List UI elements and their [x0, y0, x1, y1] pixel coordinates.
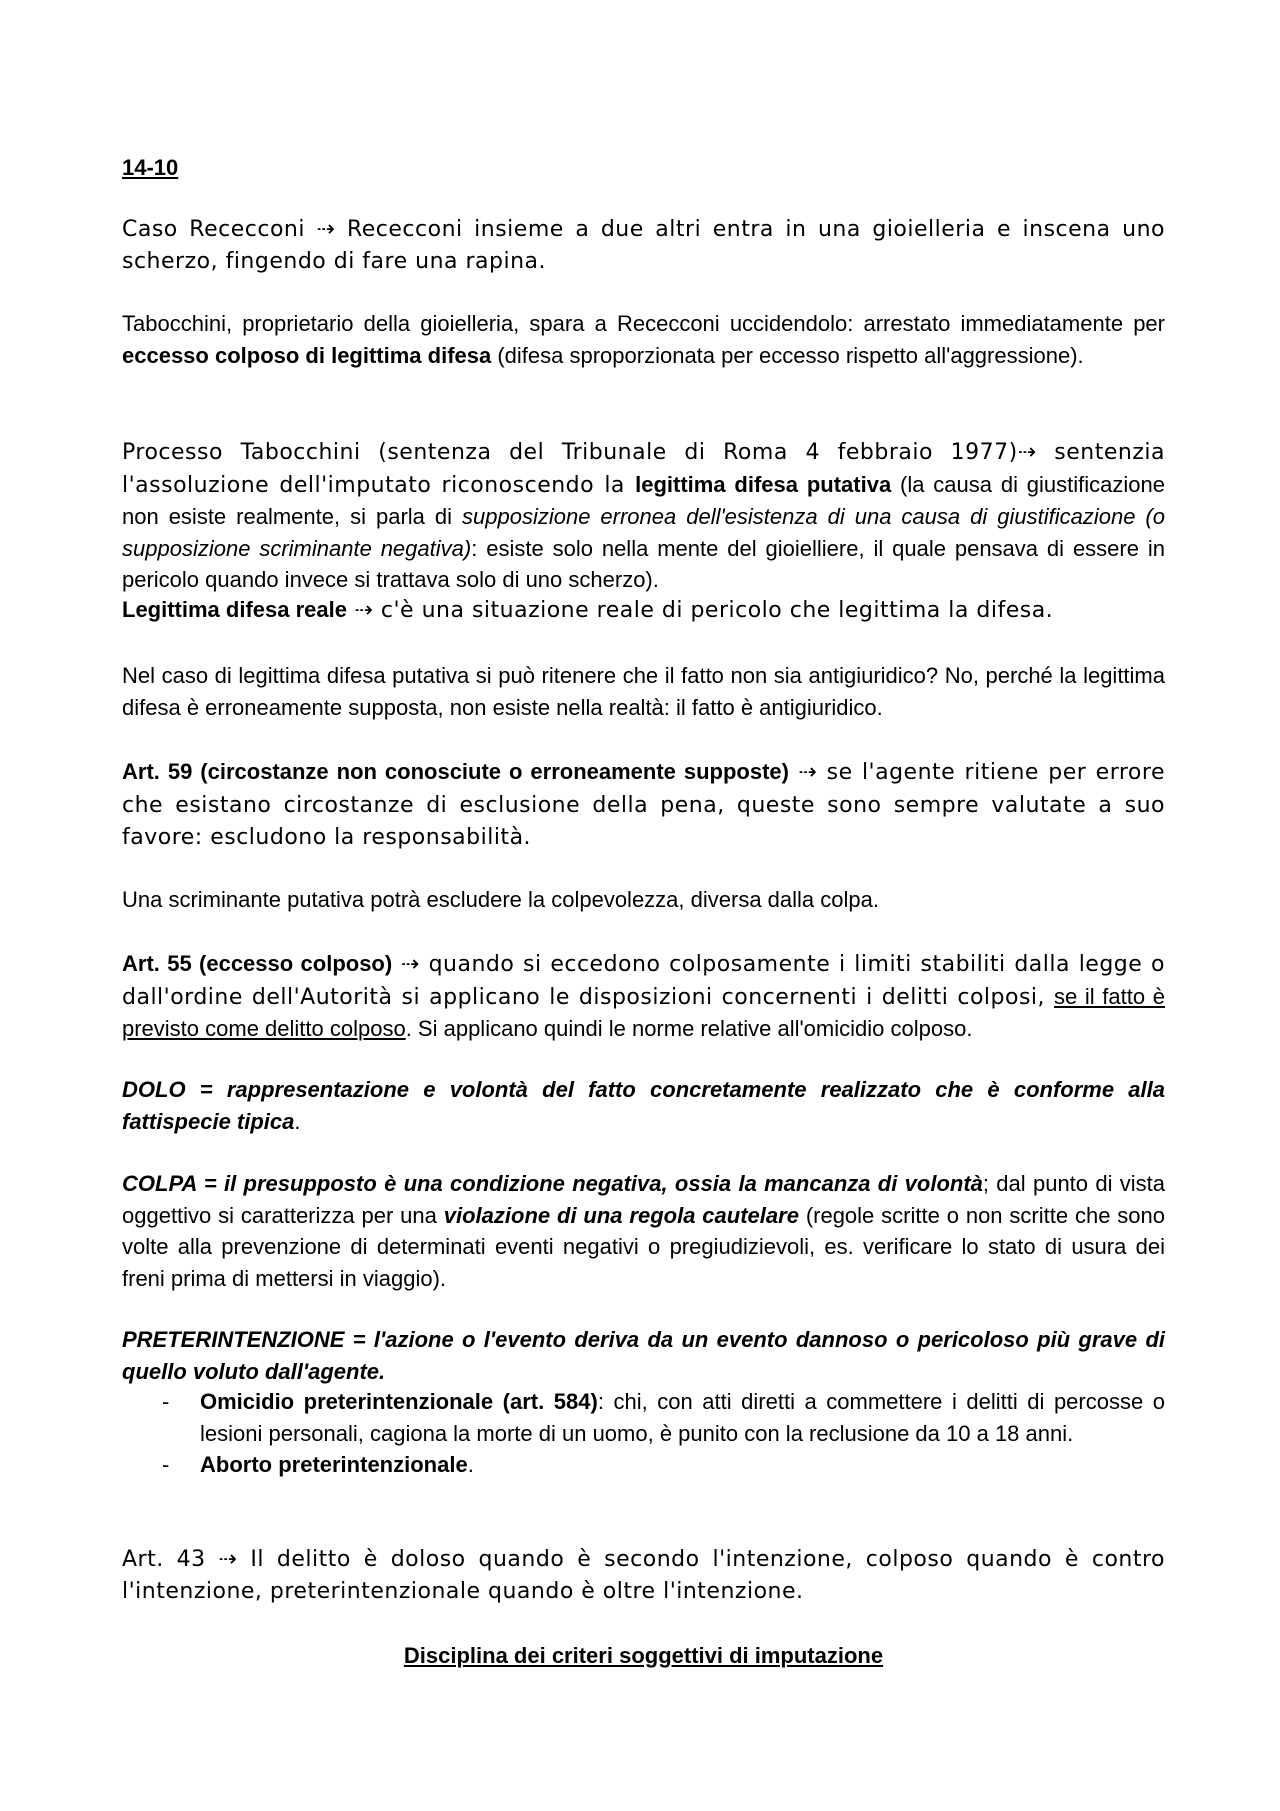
text: : esiste solo nella mente del gioielliere, il quale pensava di essere in pericolo quando invece si trattava solo di uno scherzo).	[122, 535, 1165, 592]
paragraph-dolo	[122, 1074, 1165, 1137]
underlined-text: se il fatto è previsto come delitto colposo	[122, 983, 1165, 1041]
text: .	[467, 1452, 474, 1477]
italic-text: supposizione erronea dell'esistenza di una causa di giustificazione (o supposizione scriminante negativa)	[122, 504, 1165, 561]
bold-term: Legittima difesa reale	[122, 597, 347, 622]
text: ⇢ se l'agente ritiene per errore che esistano circostanze di esclusione della pena, queste sono sempre valutate a suo favore: escludono la responsabilità.	[122, 760, 1165, 850]
paragraph-art-43: Art. 43 ⇢ Il delitto è doloso quando è secondo l'intenzione, colposo quando è contro l'intenzione, preterintenzionale quando è oltre l'intenzione.	[122, 1547, 1165, 1604]
paragraph-tabocchini	[122, 308, 1165, 371]
bold-term: Art. 59 (circostanze non conosciute o erroneamente supposte)	[122, 759, 789, 784]
text: ⇢ quando si eccedono colposamente i limiti stabiliti dalla legge o dall'ordine dell'Autorità si applicano le disposizioni concernenti i delitti colposi,	[122, 952, 1165, 1010]
page-heading: 14-10	[122, 155, 179, 180]
text: (difesa sproporzionata per eccesso rispetto all'aggressione).	[491, 342, 1084, 368]
text: . Si applicano quindi le norme relative all'omicidio colposo.	[405, 1016, 973, 1041]
paragraph-processo	[122, 436, 1165, 596]
bold-term: eccesso colposo di legittima difesa	[122, 342, 492, 368]
text: .	[294, 1108, 301, 1134]
text: Tabocchini, proprietario della gioielleria, spara a Rececconi uccidendolo: arrestato immediatamente per	[122, 311, 1165, 336]
paragraph-colpa	[122, 1168, 1165, 1294]
text: : chi, con atti diretti a commettere i delitti di percosse o lesioni personali, cagiona la morte di un uomo, è punito con la reclusione da 10 a 18 anni.	[200, 1389, 1165, 1446]
bold-term: Aborto preterintenzionale	[200, 1452, 468, 1477]
bold-italic-definition: DOLO = rappresentazione e volontà del fatto concretamente realizzato che è conforme alla fattispecie tipica	[122, 1077, 1165, 1134]
paragraph-legittima-reale	[122, 594, 1165, 627]
text: ; dal punto di vista oggettivo si caratterizza per una	[122, 1171, 1165, 1228]
paragraph-putativa-question: Nel caso di legittima difesa putativa si può ritenere che il fatto non sia antigiuridico? No, perché la legittima difesa è erroneamente supposta, non esiste nella realtà: il fatto è antigiuridico.	[122, 663, 1165, 720]
section-title: Disciplina dei criteri soggettivi di imputazione	[403, 1643, 884, 1668]
text: Processo Tabocchini (sentenza del Tribunale di Roma 4 febbraio 1977)⇢ sentenzia l'assoluzione dell'imputato riconoscendo la	[122, 440, 1165, 498]
dash-bullet: -	[162, 1389, 170, 1414]
paragraph-scriminante: Una scriminante putativa potrà escludere la colpevolezza, diversa dalla colpa.	[122, 887, 879, 912]
paragraph-caso-rececconi	[122, 214, 1165, 277]
list-item	[122, 1449, 1165, 1481]
text: (la causa di giustificazione non esiste realmente, si parla di	[122, 471, 1165, 529]
paragraph-art-55	[122, 948, 1165, 1045]
preterintenzione-list	[122, 1386, 1165, 1481]
bold-term: Art. 55 (eccesso colposo)	[122, 951, 393, 976]
paragraph-preterintenzione: PRETERINTENZIONE = l'azione o l'evento deriva da un evento dannoso o pericoloso più grave di quello voluto dall'agente.	[122, 1327, 1165, 1384]
paragraph-art-59	[122, 756, 1165, 854]
dash-bullet: -	[162, 1452, 170, 1477]
text: (regole scritte o non scritte che sono volte alla prevenzione di determinati eventi negativi o pregiudizievoli, es. verificare lo stato di usura dei freni prima di mettersi in viaggio).	[122, 1202, 1166, 1291]
bold-term: legittima difesa putativa	[635, 471, 892, 497]
text: Caso Rececconi ⇢ Rececconi insieme a due altri entra in una gioielleria e inscena uno scherzo, fingendo di fare una rapina.	[122, 217, 1165, 274]
list-item	[122, 1386, 1165, 1449]
bold-italic-definition: COLPA = il presupposto è una condizione negativa, ossia la mancanza di volontà	[122, 1171, 983, 1196]
bold-term: Omicidio preterintenzionale (art. 584)	[200, 1389, 598, 1414]
bold-italic-term: violazione di una regola cautelare	[443, 1202, 799, 1228]
text: ⇢ c'è una situazione reale di pericolo che legittima la difesa.	[346, 598, 1054, 623]
